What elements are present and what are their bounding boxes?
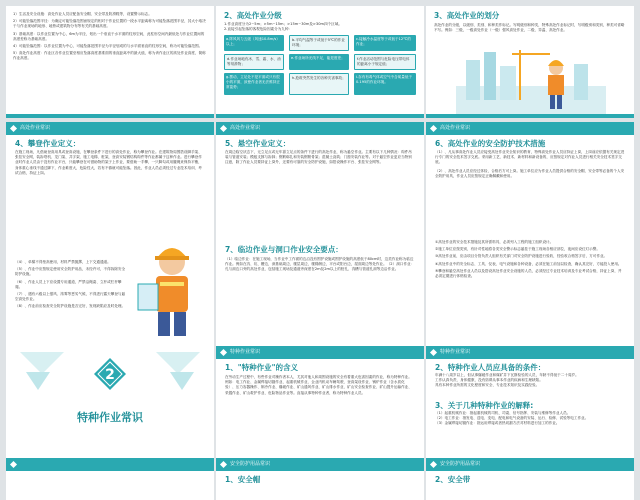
slide-footer-bar xyxy=(6,114,214,118)
slide-body-text: 高处作业的分级，以级别、类别、和种类作标记。写明级别和种类，特殊高处作业标记时，写明级别和类别，种类可省略不写。例如：三级，一级高处作业（一级）强风高处作业，二级、异温、高处作业。 xyxy=(434,23,625,33)
protection-list xyxy=(435,150,625,179)
hazard-card: e.作业场所光线不足，能见度差； xyxy=(289,54,349,70)
slide-title: 3、高处作业的划分 xyxy=(434,11,500,20)
slide-title: 2、安全带 xyxy=(435,475,471,484)
diamond-icon xyxy=(220,461,227,468)
header-label: 特种作业常识 xyxy=(440,349,471,355)
slide-title: 6、高处作业的安全防护技术措施 xyxy=(435,139,546,148)
slide-body-text: （1）临边作业：在施工现场，当作业中工作面的边沿没有围护设施或围护设施的高度低于80cm时，这类作业称为临边作业。例如在沟、坑、槽边，深基础周边，楼层周边，楼梯侧边，平台或阳台边，屋面周边等处作业。（2）洞口作业：孔与洞边口旁的高处作业，包括施工现场及通道旁深度在2m及2m以上的桩孔、沟槽与管道孔洞等边沿作业。 xyxy=(225,257,415,272)
definition-item: 1）生活及安全设施：高处作业人员应配备安全帽、安全带及防滑鞋等，设置警示标志。 xyxy=(13,12,152,16)
rules-item: （5）、作业中应按规定使用安全防护用品，未经许可，不得拆除安全防护设施。 xyxy=(15,267,126,277)
slide-grading[interactable] xyxy=(216,6,424,118)
rules-item: （4）、单梯不得垫高使用，材料严禁抛掷，上下交通通道。 xyxy=(15,260,111,264)
header-label: 高处作业常识 xyxy=(440,125,471,131)
diamond-icon xyxy=(220,349,227,356)
slide-rules-continued[interactable] xyxy=(6,234,214,346)
explanation-item: （2）电工作业：指发电、送电、变电、配电和电气设备的安装、运行、检修、试验等电工作业。 xyxy=(435,416,589,421)
diamond-icon xyxy=(220,125,227,132)
diamond-icon xyxy=(10,125,17,132)
slide-edge-opening[interactable] xyxy=(216,234,424,346)
slide-header-bar xyxy=(426,458,634,471)
hazard-card: a.阵风风力五级（风速10.8m/s）以上； xyxy=(224,35,284,51)
slide-header-bar xyxy=(426,122,634,135)
measures-item: ③高处作业前，应由项目分管负责人组织有关部门对安全防护设施进行验收，经验收合格签字后，方可作业。 xyxy=(435,254,608,259)
explanation-item: （1）起重机械作业：指起重机械的司机、司索、信号指挥、安装与维修等作业人员。 xyxy=(435,411,571,415)
rules-item: （8）、作业前应检查安全防护设施是否完好，发现缺陷应及时处理。 xyxy=(15,304,126,309)
slide-division[interactable] xyxy=(426,6,634,118)
worker-illustration xyxy=(134,238,210,342)
decor-triangles xyxy=(156,352,200,392)
rules-item: （7）、遇有六级以上强风、浓雾等恶劣气候，不得进行露天攀登与悬空高处作业。 xyxy=(15,292,126,302)
explanations-list xyxy=(435,411,625,427)
slide-header-bar xyxy=(426,346,634,359)
slide-technical-measures[interactable] xyxy=(426,234,634,346)
slide-header-bar xyxy=(216,458,424,471)
diamond-icon xyxy=(430,461,437,468)
header-label: 特种作业常识 xyxy=(230,349,261,355)
slide-footer-bar xyxy=(216,114,424,118)
protection-item: （1）、凡从事高处作业人员应接受高处作业安全知识的教育，特殊高处作业人员应持证上岗，上岗前应依据有关规定进行专门的安全技术签字交底。采用新工艺、新技术、新材料和新设备的，应按规定对作业人员进行相关安全技术签字交底。 xyxy=(435,150,625,165)
hazard-card: c.接触冷水温度等于或低于12℃的作业； xyxy=(354,35,416,51)
slide-subtitle: 3、关于几种特种作业的解释: xyxy=(435,401,534,410)
conditions-list xyxy=(435,373,625,389)
definition-item: 2）可能坠落范围半径：为确定可能坠落范围而规定的相对于作业位置的一段水平距离称为可能坠落范围半径，其大小取决于与作业现场的地形、地势或建筑物分布等有关的基础高度。 xyxy=(13,19,206,29)
construction-scene-illustration xyxy=(456,46,606,114)
slide-header-bar xyxy=(6,458,214,471)
slide-protection[interactable] xyxy=(426,122,634,234)
slide-title: 1、"特种作业"的含义 xyxy=(225,363,299,372)
diamond-icon xyxy=(430,125,437,132)
header-label: 安全防护用品常识 xyxy=(230,461,271,467)
slide-title: 1、安全帽 xyxy=(225,475,261,484)
slide-title: 2、特种作业人员应具备的条件： xyxy=(435,363,546,372)
slide-title: 7、临边作业与洞口作业安全要点： xyxy=(225,245,343,254)
definition-list xyxy=(13,12,207,62)
slide-special-conditions[interactable] xyxy=(426,346,634,458)
hazard-card: b.平均气温等于或低于5℃的作业环境； xyxy=(289,35,349,51)
slide-header-bar xyxy=(216,122,424,135)
decor-triangles xyxy=(20,352,64,392)
measures-item: ⑤攀登和悬空高处作业人员以及搭设高处作业安全设施的人员，必须经过专业技术培训及专业考试合格，持证上岗，并必须定期进行体格检查。 xyxy=(435,268,622,279)
section-number-diamond xyxy=(93,357,127,391)
rules-item: （6）、作业人员上下应设置专用通道，严禁沿绳索、立杆或栏杆攀爬。 xyxy=(15,279,122,289)
slide-body-text: 在施工现场，凡借助登高用具或登高设施，在攀登条件下进行的高处作业，称为攀登作业。在建筑物周围搭设脚手架、张挂安全网，装拆塔机、龙门架、井字架、施工电梯、桩架，登高安装钢结构构件等作业都属于这种作业。进行攀登作业时作业人员由于没有作业平台，只能攀登在可借助物的架子上作业，要借助一手攀，一只脚勾或用腰绳来保持平衡，身体重心垂线不通过脚下，作业难度大，危险性大，若有不慎就可能坠落。因此，作业人员必须经过专业技术培训、考试合格，持证上岗。 xyxy=(15,150,202,175)
hazard-card: g.摆动，立足处不是平面或只有很小的平面，致使作业者无法维持正常姿势； xyxy=(224,73,284,95)
conditions-item: 工作认真负责，身体健康，没有妨碍从事本作业的疾病和生理缺陷。 xyxy=(435,378,543,383)
slide-next-1[interactable] xyxy=(6,458,214,500)
measures-item: ①高处作业的安全技术措施及其所需料具，必须列入工程的施工组织设计。 xyxy=(435,240,554,244)
slide-climbing[interactable] xyxy=(6,122,214,234)
measures-list xyxy=(435,240,625,279)
slide-suspended[interactable] xyxy=(216,122,424,234)
hazard-card: f.作业活动范围与危险电压带电体的距离小于规定值； xyxy=(354,54,416,70)
definition-item: 4）可能坠落范围：以作业位置为中心，可能坠落范围半径为半径划成的与水平面垂直的柱形空间，称为可能坠落范围。 xyxy=(13,44,203,49)
slide-title: 2、高处作业分级 xyxy=(224,11,282,20)
hazard-card: d.作业场地有冰、雪、霜、水、油等易滑物； xyxy=(224,54,284,70)
hazard-card: i.存有有毒气体或空气中含氧量低于0.195的作业环境。 xyxy=(354,73,416,95)
definition-item: 5）高处作业高度：作业区各作业位置至相应坠落高度基准面的垂直距离中的最大值，称为该作业区的高处作业高度，简称作业高度。 xyxy=(13,51,206,61)
conditions-item: 年满十八周岁以上，但从事爆破作业和煤矿井下瓦斯检验的人员，年龄不得低于二十周岁。 xyxy=(435,373,579,377)
section-number: 2 xyxy=(105,367,115,383)
conditions-item: 具有本种作业所需的文化程度和安全、专业技术知识及实践经验。 xyxy=(435,383,540,388)
header-label: 高处作业常识 xyxy=(230,125,261,131)
slide-body-text: 在周边临空状态下，无立足点或无牢靠立足点的条件下进行的高处作业，称为悬空作业。主要有以下几种情况：构件吊装与管道安装；模板支撑与拆卸；钢筋绑扎和安装钢筋骨架；混凝土浇筑；门窗安装作业等。对于悬空作业更应当特别注意，除了作业人员要持证上岗外，还要有可靠的安全防护设施，如搭设操作平台、张挂安全网等。 xyxy=(225,150,412,165)
header-label: 高处作业常识 xyxy=(20,125,51,131)
grading-line: 1.作业高度分为2~5m；>5m~15m；>15m~30m及>30m四个区域。 xyxy=(224,22,342,26)
diamond-icon xyxy=(430,349,437,356)
explanation-item: （3）金属焊接切割作业：指运用焊接或者热切割方法对材料进行加工的作业。 xyxy=(435,421,560,426)
hazard-card: h.抢救突然发生的各种灾害事故； xyxy=(289,73,349,95)
slide-header-bar xyxy=(6,122,214,135)
slide-next-2[interactable] xyxy=(216,458,424,500)
grading-line: 2.直接引起坠落的客观危险因素分为九种： xyxy=(224,27,293,32)
slide-header-bar xyxy=(216,346,424,359)
slide-footer-bar xyxy=(426,114,634,118)
slide-definitions[interactable] xyxy=(6,6,214,118)
slide-body-text: 在劳动生产过程中，有些作业对操作者本人，尤其对他人和周围设施的安全有着重大危害因素的作业，称为特种作业。例如：电工作业、金属焊接切割作业、起重机械作业、企业内机动车辆驾驶、登高架设作业、锅炉作业（含水质化验）、压力容器操作、制冷作业、爆破作业、矿山通风作业、矿山排水作业、矿山安全检查作业、矿山提升运输作业、采掘作业、矿山救护作业、危险物品作业等。直接从事特种作业者，称为特种作业人员。 xyxy=(225,375,412,395)
grading-lines xyxy=(224,22,420,32)
slide-title: 4、攀登作业定义： xyxy=(15,139,81,148)
section-title: 特种作业常识 xyxy=(77,411,143,424)
protection-item: （2）、高处作业人员应经过体检，合格后方可上岗。施工单位应为作业人员提供合格的安全帽、安全带等必备的个人安全防护用具，作业人员应按规定正确佩戴和使用。 xyxy=(435,168,625,178)
slide-special-definition[interactable] xyxy=(216,346,424,458)
measures-item: ②施工单位应按类别，有针对性地将各类安全警示标志悬挂于施工现场各相应部位，夜间应设红灯示警。 xyxy=(435,247,600,252)
slide-title: 5、悬空作业定义： xyxy=(225,139,291,148)
diamond-icon xyxy=(10,461,17,468)
slide-next-3[interactable] xyxy=(426,458,634,500)
rules-list xyxy=(15,260,127,310)
header-label: 安全防护用品常识 xyxy=(440,461,481,467)
measures-item: ④高处作业中的安全标志、工具、仪表、电气设施和各种设备，必须在施工前加以检查，确认其完好，方能投入使用。 xyxy=(435,261,622,266)
definition-item: 3）基础高度：以作业位置为中心，6m为半径，划出一个垂直于水平面的柱形空间，此柱形空间内最低处与作业位置间的高度差称为基础高度。 xyxy=(13,31,205,41)
slide-section-cover[interactable] xyxy=(6,346,214,458)
